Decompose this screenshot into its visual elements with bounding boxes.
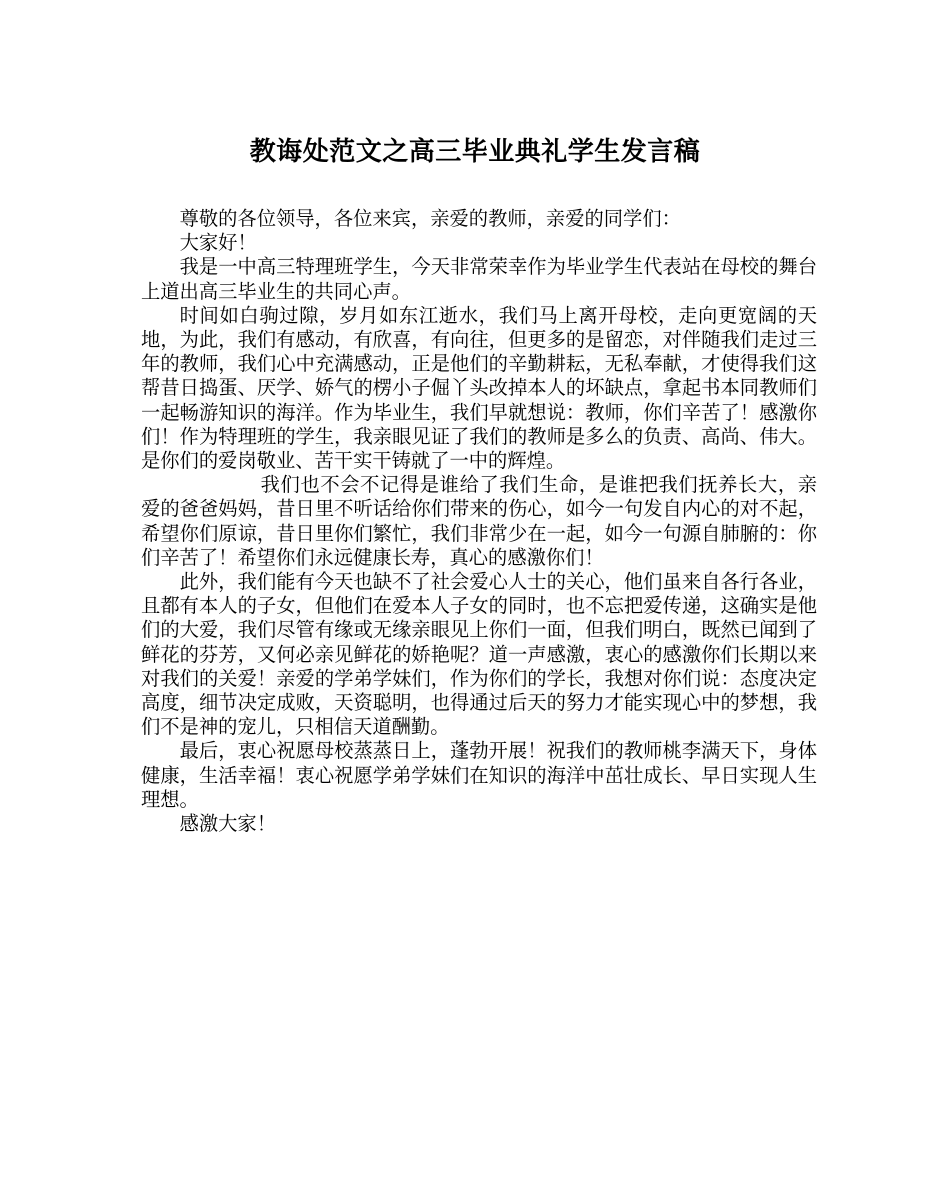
- paragraph-salutation: 尊敬的各位领导，各位来宾，亲爱的教师，亲爱的同学们：: [179, 207, 681, 230]
- paragraph-closing-wishes: 最后，衷心祝愿母校蒸蒸日上，蓬勃开展！祝我们的教师桃李满天下，身体健康，生活幸福！衷心祝愿学弟学妹们在知识的海洋中茁壮成长、早日实现人生理想。: [141, 739, 817, 811]
- paragraph-final-thanks: 感激大家！: [179, 812, 276, 836]
- document-body: [141, 207, 817, 836]
- paragraph-thanks-society: 此外，我们能有今天也缺不了社会爱心人士的关心，他们虽来自各行各业，且都有本人的子女，但他们在爱本人子女的同时，也不忘把爱传递，这确实是他们的大爱，我们尽管有缘或无缘亲眼见上你们一面，但我们明白，既然已闻到了鲜花的芬芳，又何必亲见鲜花的娇艳呢？道一声感激，衷心的感激你们长期以来对我们的关爱！亲爱的学弟学妹们，作为你们的学长，我想对你们说：态度决定高度，细节决定成败，天资聪明，也得通过后天的努力才能实现心中的梦想，我们不是神的宠儿，只相信天道酬勤。: [141, 570, 817, 739]
- document-title: 教诲处范文之高三毕业典礼学生发言稿: [249, 137, 701, 167]
- paragraph-greeting: 大家好！: [179, 231, 257, 255]
- paragraph-thanks-teachers: 时间如白驹过隙，岁月如东江逝水，我们马上离开母校，走向更宽阔的天地，为此，我们有感动，有欣喜，有向往，但更多的是留恋，对伴随我们走过三年的教师，我们心中充满感动，正是他们的辛勤耕耘，无私奉献，才使得我们这帮昔日捣蛋、厌学、娇气的楞小子倔丫头改掉本人的坏缺点，拿起书本同教师们一起畅游知识的海洋。作为毕业生，我们早就想说：教师，你们辛苦了！感激你们！作为特理班的学生，我亲眼见证了我们的教师是多么的负责、高尚、伟大。是你们的爱岗敬业、苦干实干铸就了一中的辉煌。: [141, 303, 817, 473]
- paragraph-introduction: 我是一中高三特理班学生，今天非常荣幸作为毕业学生代表站在母校的舞台上道出高三毕业生的共同心声。: [141, 255, 817, 303]
- paragraph-thanks-parents: 我们也不会不记得是谁给了我们生命，是谁把我们抚养长大，亲爱的爸爸妈妈，昔日里不听话给你们带来的伤心，如今一句发自内心的对不起，希望你们原谅，昔日里你们繁忙，我们非常少在一起，如今一句源自肺腑的：你们辛苦了！希望你们永远健康长寿，真心的感激你们！: [141, 473, 817, 569]
